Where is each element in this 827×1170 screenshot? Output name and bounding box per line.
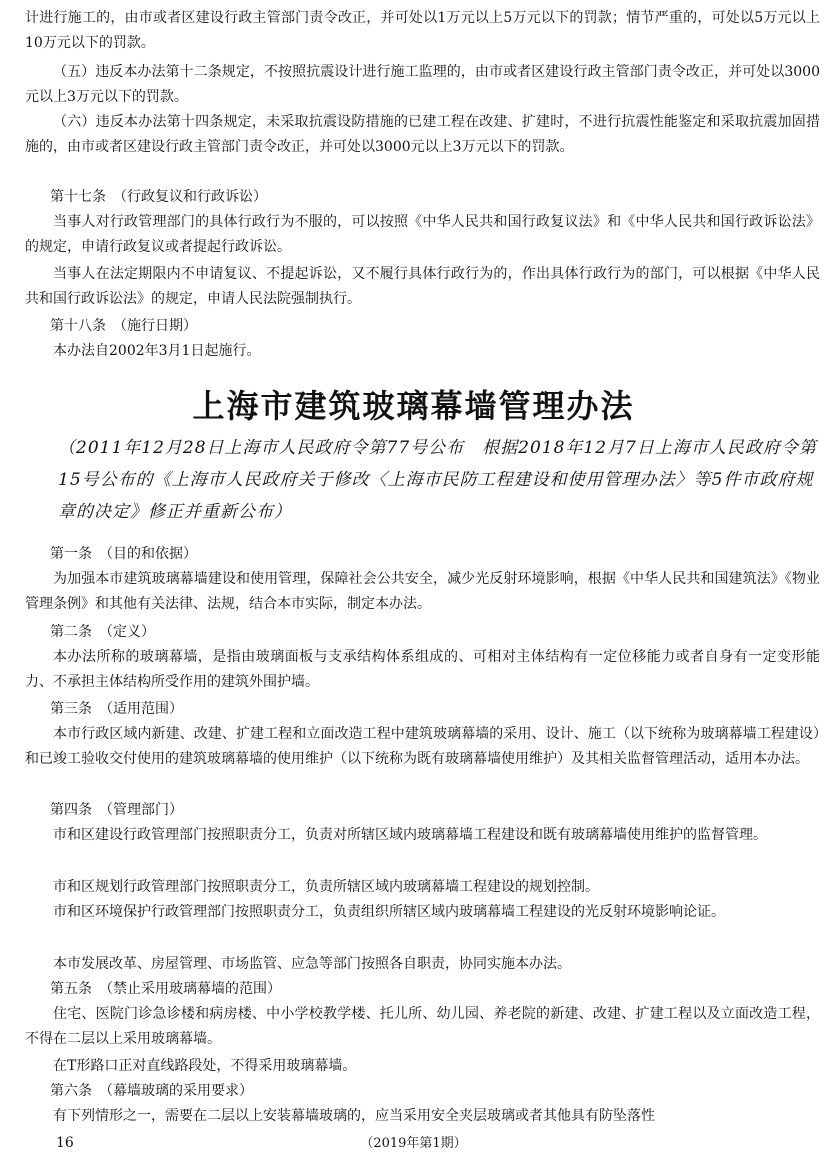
paragraph-effective-date: 本办法自2002年3月1日起施行。 bbox=[53, 343, 261, 359]
article-4-paragraph-4: 本市发展改革、房屋管理、市场监管、应急等部门按照各自职责，协同实施本办法。 bbox=[53, 956, 571, 972]
issue-label: （2019年第1期） bbox=[360, 1136, 467, 1151]
paragraph-penalty-construction: 计进行施工的，由市或者区建设行政主管部门责令改正，并可处以1万元以上5万元以下的罚款；情节严重的，可处以5万元以上10万元以下的罚款。 bbox=[25, 10, 820, 51]
article-1-heading: 第一条 （目的和依据） bbox=[50, 546, 197, 562]
article-6-heading: 第六条 （幕墙玻璃的采用要求） bbox=[50, 1083, 253, 1099]
article-4-paragraph-3: 市和区环境保护行政管理部门按照职责分工，负责组织所辖区域内玻璃幕墙工程建设的光反射环境影响论证。 bbox=[53, 904, 725, 920]
article-4-paragraph-2: 市和区规划行政管理部门按照职责分工，负责所辖区域内玻璃幕墙工程建设的规划控制。 bbox=[53, 879, 599, 895]
article-17-heading: 第十七条 （行政复议和行政诉讼） bbox=[50, 189, 267, 205]
article-4-heading: 第四条 （管理部门） bbox=[50, 802, 183, 818]
article-2-heading: 第二条 （定义） bbox=[50, 624, 155, 640]
article-1-paragraph: 为加强本市建筑玻璃幕墙建设和使用管理，保障社会公共安全，减少光反射环境影响，根据《中华人民共和国建筑法》《物业管理条例》和其他有关法律、法规，结合本市实际，制定本办法。 bbox=[25, 571, 820, 612]
paragraph-review-litigation: 当事人对行政管理部门的具体行政行为不服的，可以按照《中华人民共和国行政复议法》和《中华人民共和国行政诉讼法》的规定，申请行政复议或者提起行政诉讼。 bbox=[25, 214, 820, 255]
paragraph-enforcement: 当事人在法定期限内不申请复议、不提起诉讼，又不履行具体行政行为的，作出具体行政行为的部门，可以根据《中华人民共和国行政诉讼法》的规定，申请人民法院强制执行。 bbox=[25, 266, 820, 307]
article-6-paragraph: 有下列情形之一，需要在二层以上安装幕墙玻璃的，应当采用安全夹层玻璃或者其他具有防坠落性 bbox=[53, 1108, 655, 1124]
article-4-paragraph-1: 市和区建设行政管理部门按照职责分工，负责对所辖区域内玻璃幕墙工程建设和既有玻璃幕墙使用维护的监督管理。 bbox=[53, 827, 767, 843]
document-title: 上海市建筑玻璃幕墙管理办法 bbox=[192, 387, 635, 425]
article-5-heading: 第五条 （禁止采用玻璃幕墙的范围） bbox=[50, 981, 281, 997]
article-18-heading: 第十八条 （施行日期） bbox=[50, 318, 197, 334]
article-5-paragraph-1: 住宅、医院门诊急诊楼和病房楼、中小学校教学楼、托儿所、幼儿园、养老院的新建、改建、扩建工程以及立面改造工程，不得在二层以上采用玻璃幕墙。 bbox=[25, 1006, 820, 1047]
document-subtitle: （2011年12月28日上海市人民政府令第77号公布 根据2018年12月7日上海市人民政府令第15号公布的《上海市人民政府关于修改〈上海市民防工程建设和使用管理办法〉等5件市政府规章的决定》修正并重新公布） bbox=[58, 438, 817, 522]
article-3-heading: 第三条 （适用范围） bbox=[50, 701, 183, 717]
paragraph-item-5: （五）违反本办法第十二条规定，不按照抗震设计进行施工监理的，由市或者区建设行政主管部门责令改正，并可处以3000元以上3万元以下的罚款。 bbox=[25, 64, 820, 105]
article-5-paragraph-2: 在T形路口正对直线路段处，不得采用玻璃幕墙。 bbox=[53, 1058, 357, 1074]
paragraph-item-6: （六）违反本办法第十四条规定，未采取抗震设防措施的已建工程在改建、扩建时，不进行抗震性能鉴定和采取抗震加固措施的，由市或者区建设行政主管部门责令改正，并可处以3000元以上3万元以下的罚款。 bbox=[25, 114, 820, 155]
article-2-paragraph: 本办法所称的玻璃幕墙，是指由玻璃面板与支承结构体系组成的、可相对主体结构有一定位移能力或者自身有一定变形能力、不承担主体结构所受作用的建筑外围护墙。 bbox=[25, 649, 820, 690]
article-3-paragraph: 本市行政区域内新建、改建、扩建工程和立面改造工程中建筑玻璃幕墙的采用、设计、施工（以下统称为玻璃幕墙工程建设）和已竣工验收交付使用的建筑玻璃幕墙的使用维护（以下统称为既有玻璃幕墙使用维护）及其相关监督管理活动，适用本办法。 bbox=[25, 726, 820, 767]
page-number: 16 bbox=[56, 1135, 74, 1151]
